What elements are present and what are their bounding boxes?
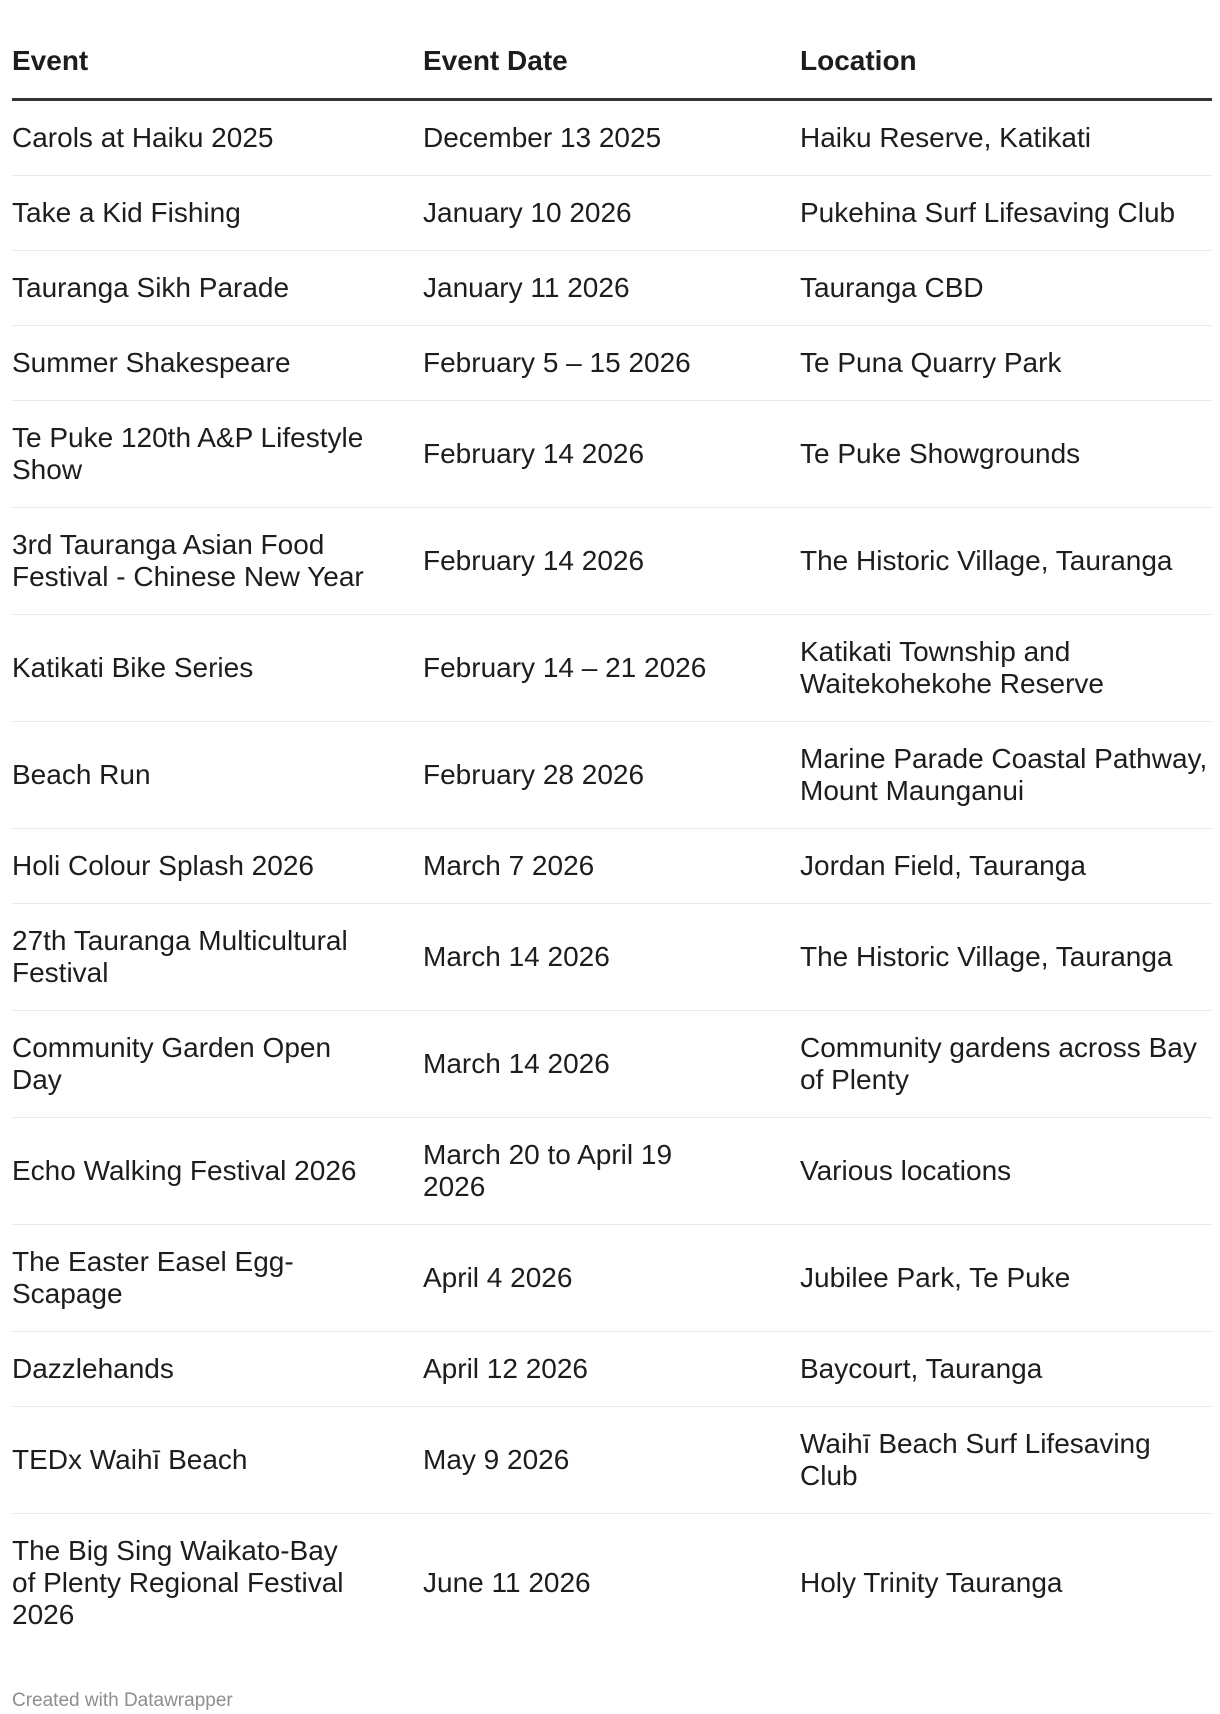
event-cell: Beach Run <box>12 722 423 829</box>
event-cell: Holi Colour Splash 2026 <box>12 829 423 904</box>
table-row <box>12 1011 1212 1118</box>
location-cell: Pukehina Surf Lifesaving Club <box>800 176 1212 251</box>
date-cell: February 14 2026 <box>423 508 800 615</box>
date-cell: April 12 2026 <box>423 1332 800 1407</box>
date-cell: February 14 2026 <box>423 401 800 508</box>
location-cell: Marine Parade Coastal Pathway, Mount Maunganui <box>800 722 1212 829</box>
table-row <box>12 904 1212 1011</box>
date-cell: March 14 2026 <box>423 904 800 1011</box>
event-cell: Katikati Bike Series <box>12 615 423 722</box>
location-cell: Te Puke Showgrounds <box>800 401 1212 508</box>
location-cell: Jordan Field, Tauranga <box>800 829 1212 904</box>
events-table <box>12 24 1212 1652</box>
location-cell: Baycourt, Tauranga <box>800 1332 1212 1407</box>
event-cell: Dazzlehands <box>12 1332 423 1407</box>
event-cell: Community Garden Open Day <box>12 1011 423 1118</box>
event-cell: Summer Shakespeare <box>12 326 423 401</box>
date-cell: April 4 2026 <box>423 1225 800 1332</box>
table-row <box>12 176 1212 251</box>
table-row <box>12 508 1212 615</box>
location-cell: Te Puna Quarry Park <box>800 326 1212 401</box>
date-cell: February 14 – 21 2026 <box>423 615 800 722</box>
event-cell: Carols at Haiku 2025 <box>12 122 274 153</box>
location-cell: Holy Trinity Tauranga <box>800 1514 1212 1653</box>
table-row <box>12 326 1212 401</box>
date-cell: March 14 2026 <box>423 1011 800 1118</box>
date-cell: May 9 2026 <box>423 1407 800 1514</box>
table-body <box>12 100 1212 1653</box>
header-row <box>12 24 1212 100</box>
table-row <box>12 401 1212 508</box>
date-cell: February 5 – 15 2026 <box>423 326 800 401</box>
column-header-event: Event <box>12 24 423 100</box>
table-row <box>12 722 1212 829</box>
location-cell: Waihī Beach Surf Lifesaving Club <box>800 1407 1212 1514</box>
table-row <box>12 1407 1212 1514</box>
date-cell: March 20 to April 19 2026 <box>423 1118 800 1225</box>
event-cell: Tauranga Sikh Parade <box>12 251 423 326</box>
table-row <box>12 829 1212 904</box>
table-row <box>12 615 1212 722</box>
column-header-event-date: Event Date <box>423 24 800 100</box>
event-cell: Take a Kid Fishing <box>12 176 423 251</box>
location-cell: Various locations <box>800 1118 1212 1225</box>
location-cell: Jubilee Park, Te Puke <box>800 1225 1212 1332</box>
date-cell: February 28 2026 <box>423 722 800 829</box>
table-header <box>12 24 1212 100</box>
location-cell: Tauranga CBD <box>800 251 1212 326</box>
attribution-footer <box>12 1690 1212 1712</box>
table-row <box>12 1332 1212 1407</box>
column-header-location: Location <box>800 24 1212 100</box>
event-cell: Echo Walking Festival 2026 <box>12 1118 423 1225</box>
location-cell: The Historic Village, Tauranga <box>800 904 1212 1011</box>
table-row <box>12 1118 1212 1225</box>
date-cell: January 11 2026 <box>423 251 800 326</box>
event-cell: The Big Sing Waikato-Bay of Plenty Regional Festival 2026 <box>12 1514 423 1653</box>
event-cell: TEDx Waihī Beach <box>12 1407 423 1514</box>
datawrapper-attribution-link[interactable]: Created with Datawrapper <box>12 1690 233 1711</box>
date-cell: June 11 2026 <box>423 1514 800 1653</box>
event-cell: Te Puke 120th A&P Lifestyle Show <box>12 401 423 508</box>
location-cell: Katikati Township and Waitekohekohe Reserve <box>800 615 1212 722</box>
table-row <box>12 251 1212 326</box>
date-cell: December 13 2025 <box>423 122 662 153</box>
table-row <box>12 1225 1212 1332</box>
date-cell: January 10 2026 <box>423 176 800 251</box>
date-cell: March 7 2026 <box>423 829 800 904</box>
event-cell: 3rd Tauranga Asian Food Festival - Chinese New Year <box>12 508 423 615</box>
table-row <box>12 1514 1212 1653</box>
location-cell: The Historic Village, Tauranga <box>800 508 1212 615</box>
event-cell: The Easter Easel Egg-Scapage <box>12 1225 423 1332</box>
table-row <box>12 100 1212 176</box>
location-cell: Community gardens across Bay of Plenty <box>800 1011 1212 1118</box>
location-cell: Haiku Reserve, Katikati <box>800 122 1092 153</box>
event-cell: 27th Tauranga Multicultural Festival <box>12 904 423 1011</box>
